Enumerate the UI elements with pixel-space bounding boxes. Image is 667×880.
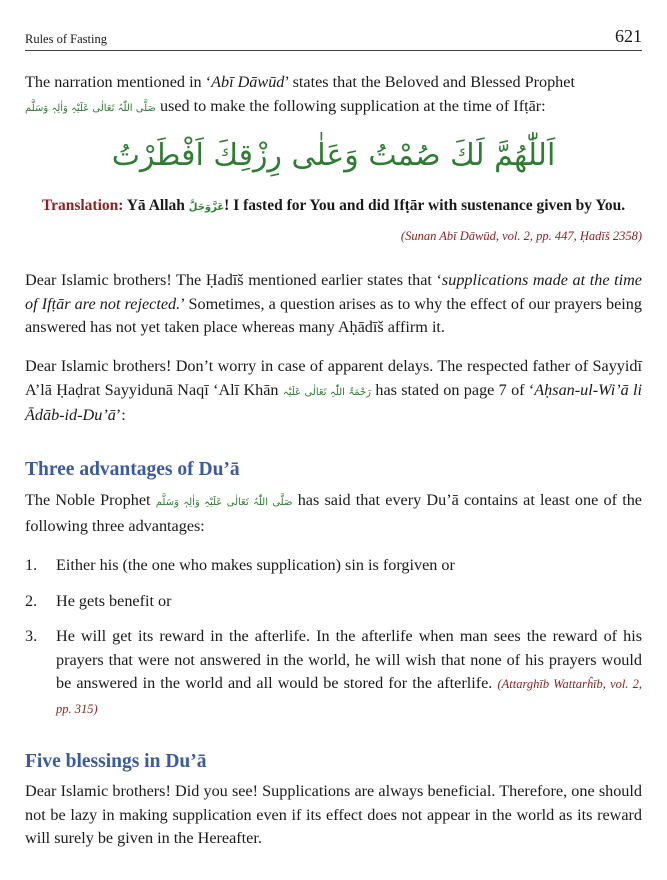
list-text: He gets benefit or [56, 592, 172, 610]
hadith-paragraph: Dear Islamic brothers! The Ḥadīš mentioned earlier states that ‘supplications made at the time of Ifṭār are not rejected.’ Sometimes, a question arises as to why the effect of our prayers being answered has not yet taken place whereas many Aḥādīš affirm it. [25, 271, 642, 336]
list-text: He will get its reward in the afterlife. In the afterlife when man sees the reward of his prayers that were not answered in the world, he will wish that none of his prayers would be answered in the world and all would be stored for the afterlife. [56, 627, 642, 692]
translation-label: Translation: [41, 197, 124, 214]
heading-three-advantages: Three advantages of Du’ā [25, 459, 240, 480]
prophet-honorific-2: صَلَّی اللّٰہُ تَعَالٰی عَلَیْہِ وَاٰلِہٖ وَسَلَّم [155, 497, 293, 508]
prophet-honorific: صَلَّی اللّٰہُ تَعَالٰی عَلَیْہِ وَاٰلِہٖ وَسَلَّم [25, 102, 156, 114]
running-title: Rules of Fasting [25, 32, 107, 46]
arabic-supplication: اَللّٰھُمَّ لَكَ صُمْتُ وَعَلٰی رِزْقِكَ اَفْطَرْتُ [111, 138, 556, 173]
page-number: 621 [615, 26, 642, 46]
father-paragraph: Dear Islamic brothers! Don’t worry in case of apparent delays. The respected father of Sayyidī A’lā Ḥaḍrat Sayyidunā Naqī ‘Alī Khān رَحْمَۃُ اللّٰہِ تَعَالٰی عَلَیْہ has stated on page 7 of ‘Aḥsan-ul-Wi’ā li Ādāb-id-Du’ā’: [25, 357, 643, 424]
hadith-quote: supplications made at the time of Ifṭār are not rejected. [25, 271, 642, 313]
list-number: 2. [25, 592, 38, 610]
intro-paragraph: The narration mentioned in ‘Abī Dāwūd’ states that the Beloved and Blessed Prophet صَلَّی اللّٰہُ تَعَالٰی عَلَیْہِ وَاٰلِہٖ وَسَلَّم used to make the following supplication at the time of Ifṭār: [25, 73, 575, 115]
list-item [25, 625, 642, 721]
book-title: Abī Dāwūd [211, 73, 285, 91]
advantages-intro-paragraph: The Noble Prophet صَلَّی اللّٰہُ تَعَالٰی عَلَیْہِ وَاٰلِہٖ وَسَلَّم has said that every Du’ā contains at least one of the following three advantages: [25, 491, 642, 535]
book-title-ahsan: Aḥsan-ul-Wi’ā li Ādāb-id-Du’ā [25, 380, 643, 424]
list-item [25, 590, 642, 614]
list-number: 1. [25, 556, 38, 574]
list-number: 3. [25, 627, 38, 645]
attarghib-citation: (Attarghīb Wattarĥīb, vol. 2, pp. 315) [56, 677, 643, 716]
scholar-honorific: رَحْمَۃُ اللّٰہِ تَعَالٰی عَلَیْہ [282, 386, 372, 398]
list-item [25, 554, 642, 578]
hadith-citation: (Sunan Abī Dāwūd, vol. 2, pp. 447, Ḥadīš 2358) [400, 229, 642, 243]
running-header [25, 22, 642, 51]
list-text: Either his (the one who makes supplication) sin is forgiven or [56, 556, 455, 574]
allah-honorific: عَزَّوَجَلَّ [188, 202, 225, 213]
heading-five-blessings: Five blessings in Du’ā [25, 751, 207, 772]
blessings-paragraph: Dear Islamic brothers! Did you see! Supplications are always beneficial. Therefore, one should not be lazy in making supplication even if its effect does not appear in the world as its reward will surely be given in the Hereafter. [25, 782, 642, 847]
translation-line: Translation: Yā Allah عَزَّوَجَلَّ! I fasted for You and did Ifṭār with sustenance given by You. [41, 197, 626, 214]
